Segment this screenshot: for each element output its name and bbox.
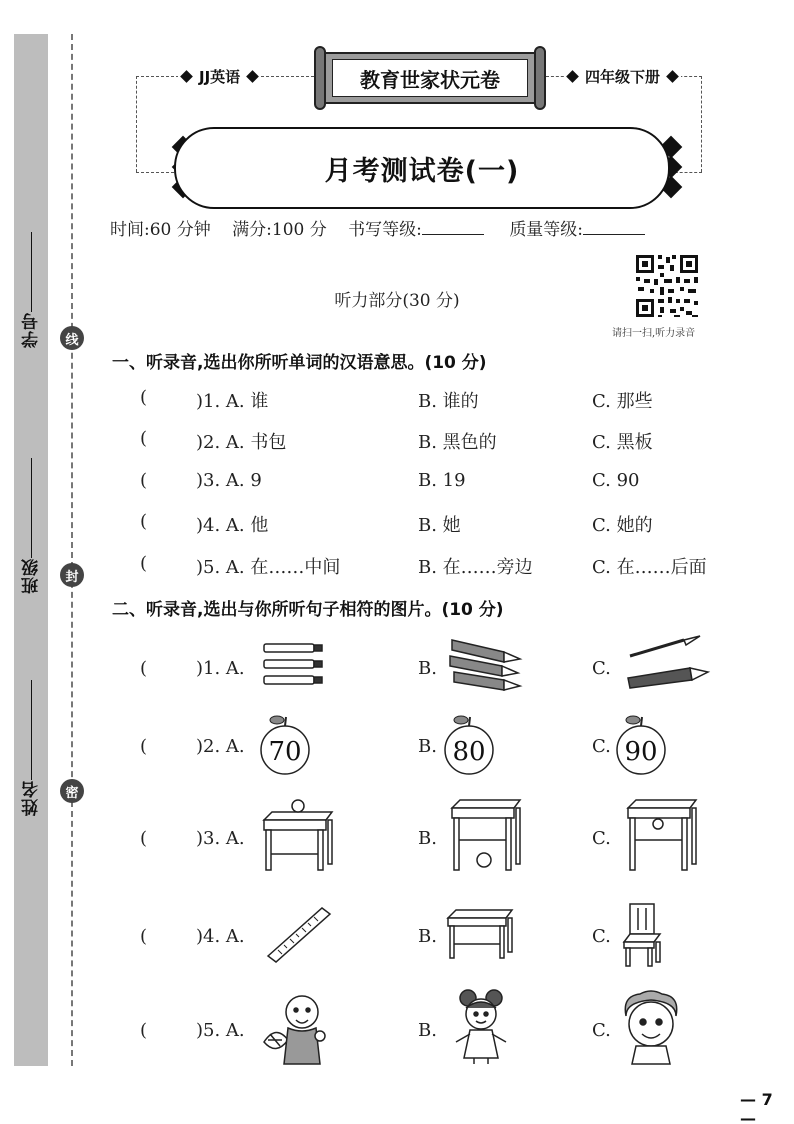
- seal-line-mark: 线: [60, 326, 84, 350]
- s2-question-5: [140, 988, 740, 1068]
- option-b: B.: [418, 736, 437, 757]
- answer-paren[interactable]: (: [140, 828, 148, 849]
- option-c: C. 在……后面: [592, 557, 707, 578]
- quality-grade-label: 质量等级:: [509, 220, 584, 240]
- pencils-icon[interactable]: [260, 638, 326, 694]
- option-b: B. 19: [418, 470, 466, 491]
- page-title: 月考测试卷(一): [324, 155, 520, 187]
- option-b: B. 在……旁边: [418, 557, 533, 578]
- writing-grade-label: 书写等级:: [348, 220, 422, 240]
- option-b: B.: [418, 926, 437, 947]
- option-c: C.: [592, 1020, 611, 1041]
- option-c: C.: [592, 828, 611, 849]
- apple-number: 90: [624, 737, 658, 767]
- subject-text: JJ英语: [199, 68, 241, 86]
- s1-question-5: [140, 553, 740, 579]
- answer-paren[interactable]: (: [140, 926, 148, 947]
- s2-question-4: [140, 894, 740, 974]
- apple-number: 80: [452, 737, 486, 767]
- diamond-icon: [566, 70, 579, 83]
- option-c: C. 那些: [592, 391, 653, 412]
- class-field: [14, 458, 48, 594]
- boy-icon[interactable]: [616, 988, 686, 1066]
- table-apple-under-icon[interactable]: [446, 798, 524, 876]
- answer-paren[interactable]: (: [140, 658, 148, 679]
- s1-question-2: [140, 428, 740, 454]
- girl-icon[interactable]: [446, 988, 516, 1066]
- pens-icon[interactable]: [624, 632, 714, 696]
- option-a: )4. A. 他: [196, 515, 269, 536]
- option-b: B.: [418, 828, 437, 849]
- chair-icon[interactable]: [620, 900, 666, 970]
- s1-question-1: [140, 387, 740, 413]
- full-score-info: 满分:100 分: [232, 220, 327, 240]
- option-a: )2. A. 书包: [196, 432, 287, 453]
- answer-paren[interactable]: (: [140, 387, 148, 408]
- option-c: C. 黑板: [592, 432, 653, 453]
- scroll-body: [324, 52, 536, 104]
- desk-icon[interactable]: [444, 908, 516, 964]
- title-banner: [174, 127, 670, 209]
- diamond-icon: [246, 70, 259, 83]
- name-line: [31, 680, 32, 780]
- seal-secret-mark: 密: [60, 779, 84, 803]
- page-number: — 7 —: [740, 1090, 773, 1124]
- header-vdash-right: [701, 76, 702, 172]
- student-no-label: 学号: [21, 312, 42, 348]
- section2-title: 二、听录音,选出与你所听句子相符的图片。(10 分): [112, 600, 504, 620]
- ruler-icon[interactable]: [264, 904, 334, 966]
- apple-number: 70: [268, 737, 302, 767]
- option-a: )1. A. 谁: [196, 391, 269, 412]
- s2-question-3: [140, 796, 740, 876]
- scroll-roll-right: [534, 46, 546, 110]
- option-a: )5. A.: [196, 1020, 245, 1041]
- option-a: )3. A. 9: [196, 470, 262, 491]
- option-b: B. 她: [418, 515, 461, 536]
- name-label: 姓名: [21, 780, 42, 816]
- grade-label: [564, 66, 681, 87]
- s2-question-1: [140, 630, 740, 710]
- table-apple-on-icon[interactable]: [258, 798, 336, 876]
- grade-text: 四年级下册: [585, 68, 661, 86]
- option-a: )5. A. 在……中间: [196, 557, 341, 578]
- answer-paren[interactable]: (: [140, 511, 148, 532]
- apple-70-icon[interactable]: [256, 712, 314, 776]
- s2-question-2: [140, 712, 740, 792]
- option-a: )2. A.: [196, 736, 245, 757]
- apple-80-icon[interactable]: [440, 712, 498, 776]
- answer-paren[interactable]: (: [140, 553, 148, 574]
- header-dash-lower-left: [136, 172, 174, 173]
- option-c: C.: [592, 926, 611, 947]
- writing-grade-blank[interactable]: [422, 219, 484, 235]
- answer-paren[interactable]: (: [140, 470, 148, 491]
- table-apple-inside-icon[interactable]: [622, 798, 700, 876]
- option-c: C.: [592, 736, 611, 757]
- option-a: )4. A.: [196, 926, 245, 947]
- series-scroll: [314, 46, 546, 110]
- answer-paren[interactable]: (: [140, 1020, 148, 1041]
- option-b: B.: [418, 1020, 437, 1041]
- qr-caption: 请扫一扫,听力录音: [612, 328, 696, 339]
- series-title: 教育世家状元卷: [332, 59, 528, 97]
- option-c: C. 她的: [592, 515, 653, 536]
- time-info: 时间:60 分钟: [110, 220, 211, 240]
- s1-question-3: [140, 470, 740, 496]
- option-a: )3. A.: [196, 828, 245, 849]
- old-man-icon[interactable]: [258, 990, 338, 1066]
- quality-grade-blank[interactable]: [583, 219, 645, 235]
- section1-title: 一、听录音,选出你所听单词的汉语意思。(10 分): [112, 353, 487, 373]
- apple-90-icon[interactable]: [612, 712, 670, 776]
- listening-title: 听力部分(30 分): [334, 291, 460, 311]
- s1-question-4: [140, 511, 740, 537]
- scroll-roll-left: [314, 46, 326, 110]
- diamond-icon: [180, 70, 193, 83]
- header-vdash-left: [136, 76, 137, 172]
- class-line: [31, 458, 32, 558]
- subject-label: [178, 66, 261, 87]
- crayons-icon[interactable]: [446, 632, 526, 696]
- answer-paren[interactable]: (: [140, 428, 148, 449]
- option-c: C. 90: [592, 470, 640, 491]
- option-b: B. 谁的: [418, 391, 479, 412]
- answer-paren[interactable]: (: [140, 736, 148, 757]
- diamond-icon: [666, 70, 679, 83]
- cut-line: [71, 34, 73, 1066]
- class-label: 班级: [21, 558, 42, 594]
- option-a: )1. A.: [196, 658, 245, 679]
- name-field: [14, 680, 48, 816]
- option-b: B.: [418, 658, 437, 679]
- exam-info: [110, 215, 661, 240]
- option-b: B. 黑色的: [418, 432, 497, 453]
- option-c: C.: [592, 658, 611, 679]
- seal-seal-mark: 封: [60, 563, 84, 587]
